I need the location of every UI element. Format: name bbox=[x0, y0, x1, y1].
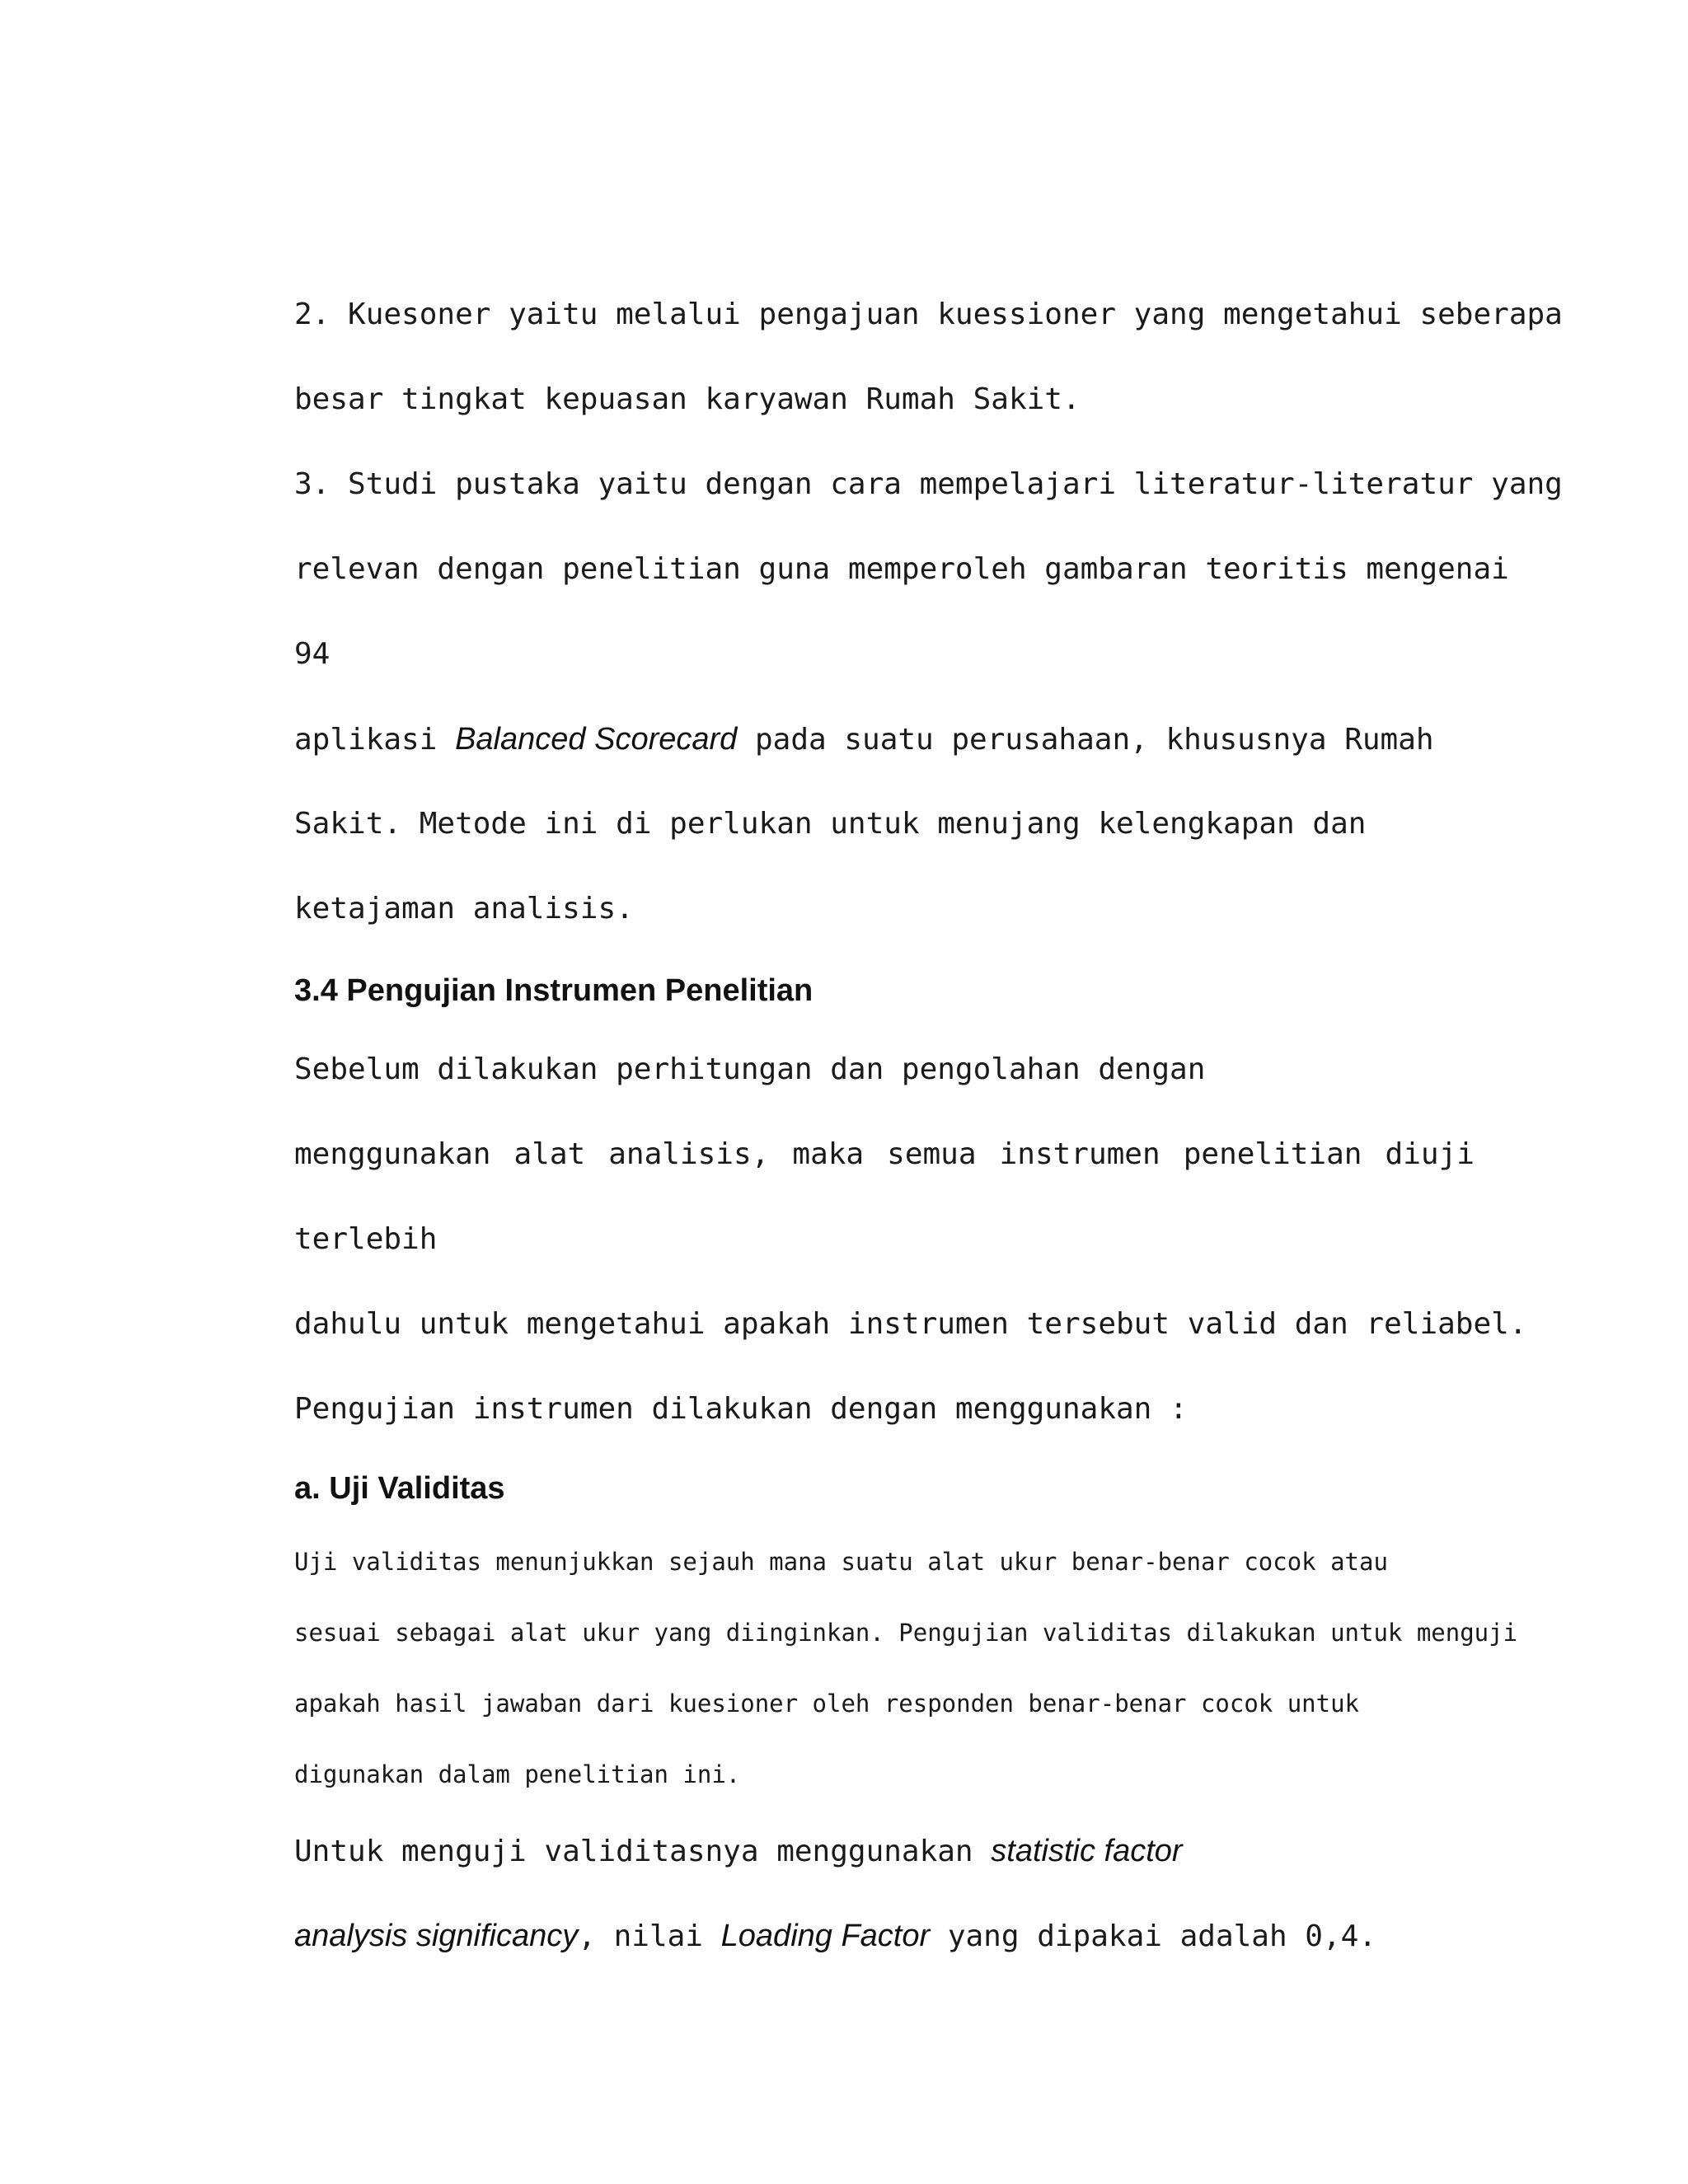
text-line bbox=[294, 1918, 1376, 1955]
word: menggunakan bbox=[294, 1137, 491, 1171]
text-run: Untuk menguji validitasnya menggunakan bbox=[294, 1835, 992, 1868]
italic-term: Loading Factor bbox=[720, 1919, 931, 1953]
text-line: 2. Kuesoner yaitu melalui pengajuan kuessioner yang mengetahui seberapa bbox=[294, 298, 1563, 331]
subsection-heading: a. Uji Validitas bbox=[294, 1471, 505, 1506]
italic-term: statistic factor bbox=[991, 1834, 1183, 1868]
word: penelitian bbox=[1183, 1137, 1362, 1171]
word: maka bbox=[792, 1137, 865, 1171]
word: semua bbox=[887, 1137, 977, 1171]
word: instrumen bbox=[999, 1137, 1160, 1171]
text-run: yang dipakai adalah 0,4. bbox=[930, 1919, 1377, 1953]
text-run: , nilai bbox=[578, 1919, 721, 1953]
text-line: terlebih bbox=[294, 1222, 438, 1256]
text-line: Uji validitas menunjukkan sejauh mana suatu alat ukur benar-benar cocok atau bbox=[294, 1548, 1388, 1576]
text-line: ketajaman analisis. bbox=[294, 892, 634, 926]
word: analisis, bbox=[608, 1137, 770, 1171]
italic-term: Balanced Scorecard bbox=[455, 722, 738, 757]
text-line: Sakit. Metode ini di perlukan untuk menujang kelengkapan dan bbox=[294, 807, 1367, 841]
text-line: apakah hasil jawaban dari kuesioner oleh responden benar-benar cocok untuk bbox=[294, 1690, 1360, 1718]
text-line bbox=[294, 721, 1434, 758]
section-heading: 3.4 Pengujian Instrumen Penelitian bbox=[294, 973, 814, 1008]
text-line: Sebelum dilakukan perhitungan dan pengolahan dengan bbox=[294, 1052, 1206, 1086]
text-line: besar tingkat kepuasan karyawan Rumah Sakit. bbox=[294, 382, 1081, 416]
text-line: 3. Studi pustaka yaitu dengan cara mempelajari literatur-literatur yang bbox=[294, 467, 1563, 501]
text-run: aplikasi bbox=[294, 723, 456, 757]
text-line: sesuai sebagai alat ukur yang diinginkan. Pengujian validitas dilakukan untuk menguji bbox=[294, 1619, 1518, 1647]
text-line bbox=[294, 1833, 1183, 1870]
word: diuji bbox=[1385, 1137, 1475, 1171]
justified-text-line bbox=[294, 1137, 1475, 1173]
text-line: relevan dengan penelitian guna memperoleh gambaran teoritis mengenai bbox=[294, 552, 1509, 586]
text-line: digunakan dalam penelitian ini. bbox=[294, 1760, 741, 1788]
word: alat bbox=[513, 1137, 586, 1171]
text-line: Pengujian instrumen dilakukan dengan menggunakan : bbox=[294, 1392, 1188, 1426]
italic-term: analysis significancy bbox=[294, 1919, 579, 1953]
text-run: pada suatu perusahaan, khususnya Rumah bbox=[737, 723, 1434, 757]
page-number: 94 bbox=[294, 637, 331, 671]
text-line: dahulu untuk mengetahui apakah instrumen tersebut valid dan reliabel. bbox=[294, 1307, 1527, 1341]
